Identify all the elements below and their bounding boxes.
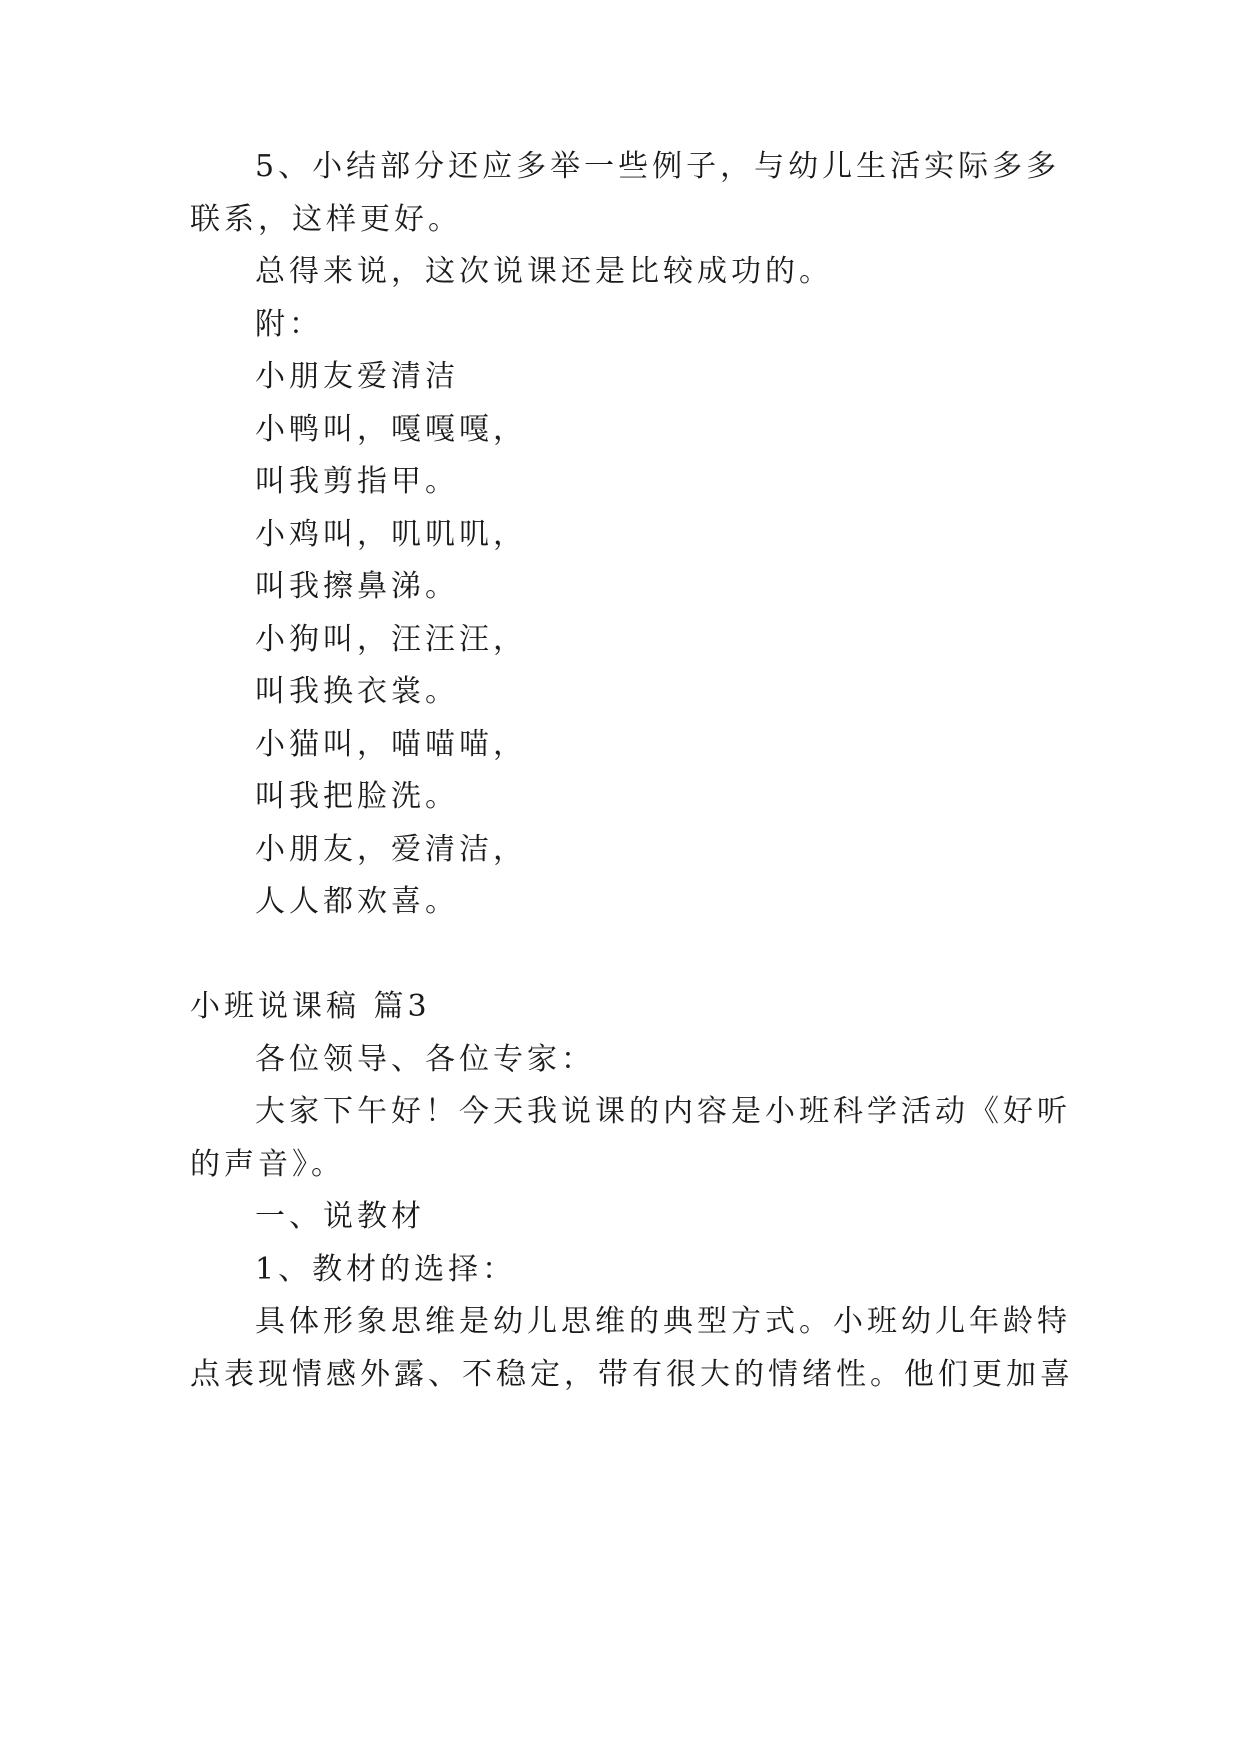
- poem-line: 小狗叫，汪汪汪，: [255, 622, 527, 657]
- poem-line: 小鸡叫，叽叽叽，: [255, 517, 527, 552]
- paragraph-line: 联系，这样更好。: [190, 202, 462, 237]
- appendix-label: 附：: [255, 307, 323, 342]
- paragraph-line: 总得来说，这次说课还是比较成功的。: [255, 254, 833, 289]
- poem-line: 叫我把脸洗。: [255, 779, 459, 814]
- poem-line: 人人都欢喜。: [255, 884, 459, 919]
- subsection-heading: 一、说教材: [255, 1199, 425, 1234]
- poem-line: 叫我换衣裳。: [255, 674, 459, 709]
- poem-line: 小朋友，爱清洁，: [255, 832, 527, 867]
- paragraph-line: 大家下午好！今天我说课的内容是小班科学活动《好听: [255, 1094, 1071, 1129]
- poem-title: 小朋友爱清洁: [255, 359, 459, 394]
- subsection-heading: 1、教材的选择：: [255, 1252, 517, 1287]
- paragraph-line: 点表现情感外露、不稳定，带有很大的情绪性。他们更加喜: [190, 1357, 1074, 1392]
- paragraph-line: 具体形象思维是幼儿思维的典型方式。小班幼儿年龄特: [255, 1304, 1071, 1339]
- paragraph-line: 的声音》。: [190, 1147, 345, 1182]
- salutation: 各位领导、各位专家：: [255, 1042, 595, 1077]
- poem-line: 小猫叫，喵喵喵，: [255, 727, 527, 762]
- section-heading: 小班说课稿 篇3: [190, 989, 431, 1024]
- paragraph-line: 5、小结部分还应多举一些例子，与幼儿生活实际多多: [255, 149, 1061, 184]
- poem-line: 叫我剪指甲。: [255, 464, 459, 499]
- poem-line: 小鸭叫，嘎嘎嘎，: [255, 412, 527, 447]
- poem-line: 叫我擦鼻涕。: [255, 569, 459, 604]
